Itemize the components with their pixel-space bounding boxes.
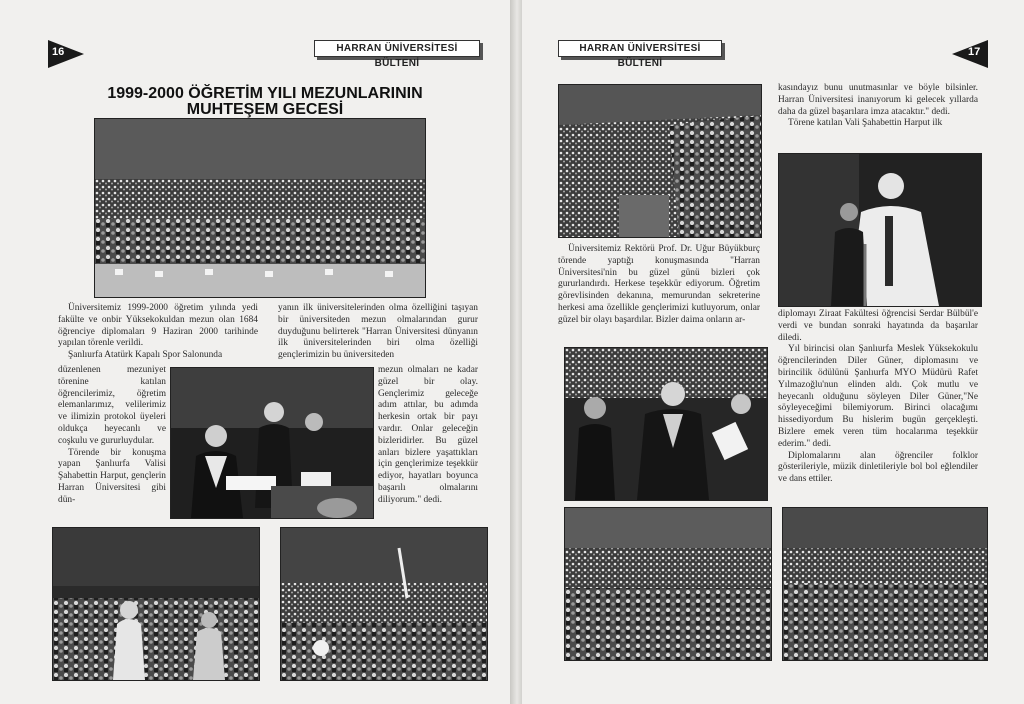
photo-speaker-podium [170, 367, 374, 519]
photo-diploma-handover [564, 347, 768, 501]
right-page [522, 0, 1024, 704]
article-title: 1999-2000 ÖĞRETİM YILI MEZUNLARININ MUHTEŞEM GECESİ [107, 85, 423, 118]
article-text-right-col2: kasındayız bunu unutmasınlar ve böyle bilsinler. Harran Üniversitesi inanıyorum ki gelecek yıllarda daha da güzel başarılara imza atacaktır." dedi. Törene katılan Vali Şahabettin Harput ilk [778, 83, 978, 129]
article-text-col1: Üniversitemiz 1999-2000 öğretim yılında yedi fakülte ve onbir Yüksekokuldan mezun olan 1684 öğrenciye diplomaları 9 Haziran 2000 tarihinde yapılan törenle verildi. Şanlıurfa Atatürk Kapalı Spor Salonunda [58, 303, 258, 361]
photo-governor-speech [778, 153, 982, 307]
page-number-right: 17 [950, 40, 988, 68]
article-text-right-col2-cont: diplomayı Ziraat Fakültesi öğrencisi Serdar Bülbül'e verdi ve bundan sonraki hayatında da başarılar diledi. Yıl birincisi olan Şanlıurfa Meslek Yüksekokulu öğrencilerinden Diler Güner, diplomasını ve birincilik ödülünü Şanlıurfa MYO Müdürü Rafet Yılmazoğlu'nun elinden aldı. Çok mutlu ve heyecanlı olduğunu söyleyen Diler Güner,"Ne söyleyeceğimi bilemiyorum. Birinci olacağımı hissediyordum Bu hislerim bugün gerçekleşti. Bizlere emek veren tüm hocalarıma teşekkür ederim." dedi. Diplomalarını alan öğrenciler folklor gösterileriyle, müzik dinletileriyle bol bol eğlendiler ve dans ettiler. [778, 309, 978, 485]
photo-crowd-celebration [280, 527, 488, 681]
header-title-left: HARRAN ÜNİVERSİTESİ BÜLTENİ [314, 40, 480, 57]
header-title-right: HARRAN ÜNİVERSİTESİ BÜLTENİ [558, 40, 722, 57]
photo-ceremony-stage [52, 527, 260, 681]
page-number-left: 16 [48, 40, 86, 68]
photo-graduates-hall [94, 118, 426, 298]
photo-folklor-dance-right [782, 507, 988, 661]
photo-arena-aerial [558, 84, 762, 238]
article-text-col2-wrap: mezun olmaları ne kadar güzel bir olay. Gençlerimiz geleceğe adım attılar, bu adımda herkesin ortak bir payı vardır. Onlar geleceğin bizleridirler. Bu güzel anları bizlere yaşattıkları için gençlerimize teşekkür ediyor, hayatları boyunca başarılı olmalarını diliyorum." dedi. [378, 365, 478, 505]
article-text-col2: yanın ilk üniversitelerinden olma özelliğini taşıyan bir üniversiteden mezun olmalarından gurur duyduğunu belirterek "Harran Üniversitesi dünyanın ilk üniversitelerinden biri olma özelliği gençlerimizin bu üniversiteden [278, 303, 478, 361]
article-text-col1-wrap: düzenlenen mezuniyet törenine katılan öğrencilerimiz, öğretim elemanlarımız, velilerimiz ve ilimizin protokol üyeleri oldukça heyecanlı ve coşkulu ve gururluydular. Törende bir konuşma yapan Şanlıurfa Valisi Şahabettin Harput, gençlerin Harran Üniversitesi gibi dün- [58, 365, 166, 505]
article-text-right-col1: Üniversitemiz Rektörü Prof. Dr. Uğur Büyükburç törende yaptığı konuşmasında "Harran Üniversitesi'nin bu güzel günü bizleri çok gururlandırdı. Herkese teşekkür ediyorum. Öğretim görevlisinden dekanına, memurundan sekreterine herkesi ama özellikle gençlerimizi kutluyorum, onlar güzel bir olayı başardılar. Bizler daima onların ar- [558, 244, 760, 325]
photo-folklor-dance-left [564, 507, 772, 661]
